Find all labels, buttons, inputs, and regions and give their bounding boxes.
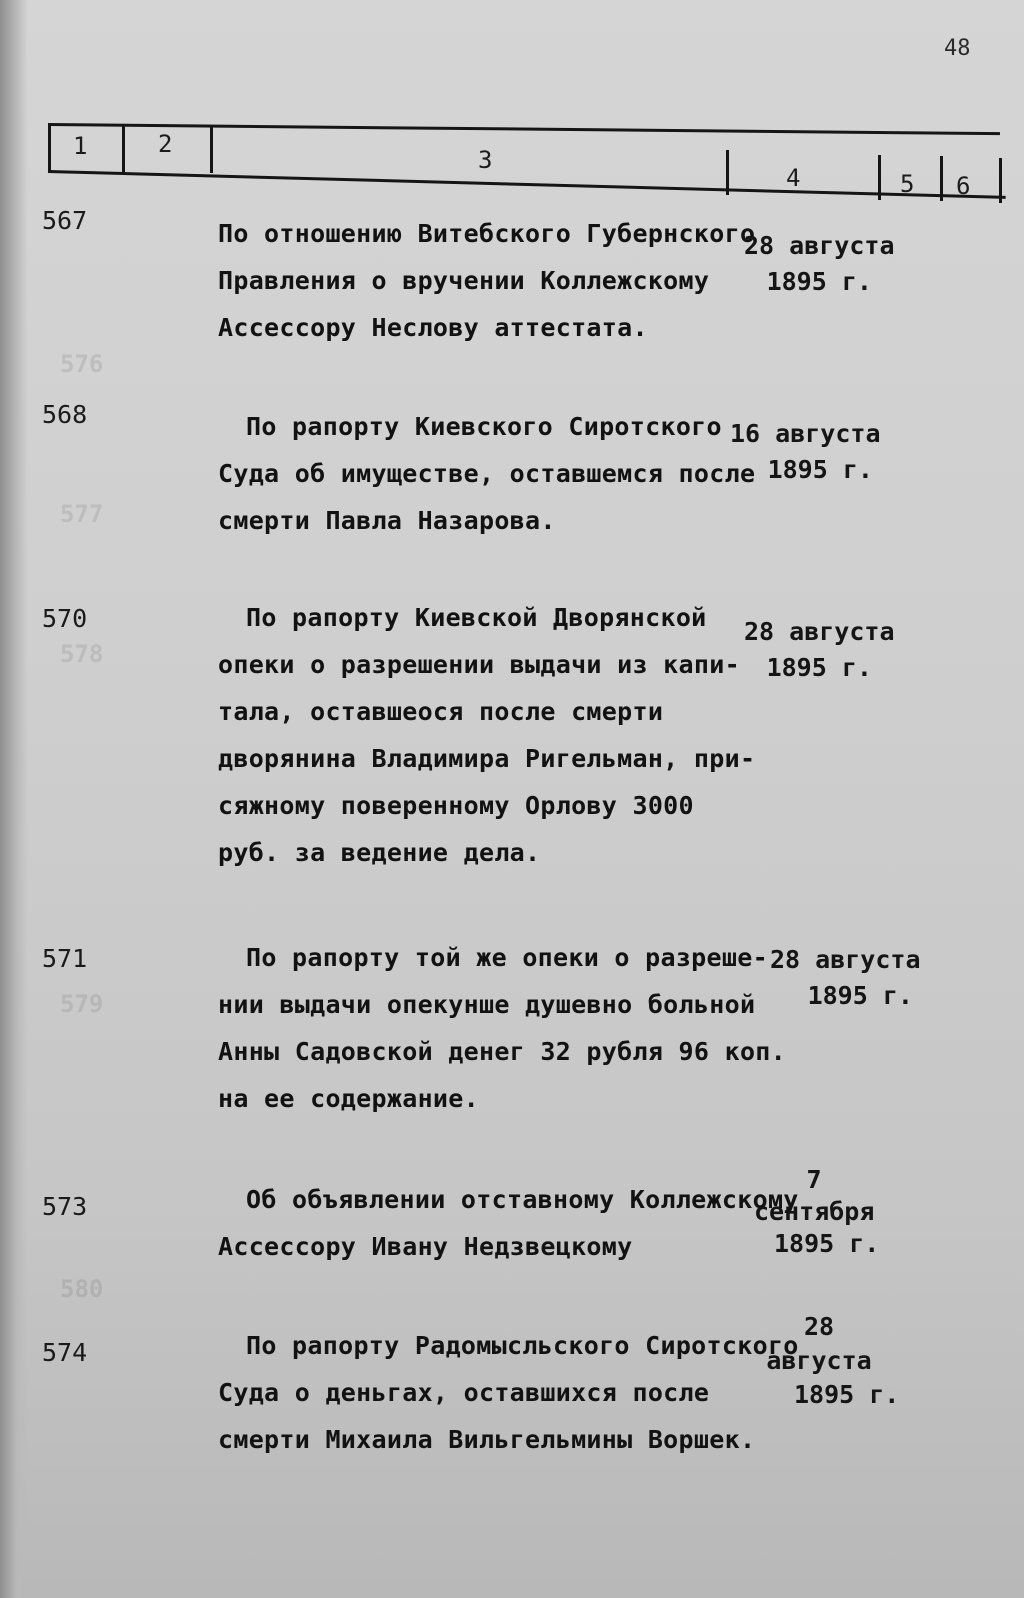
entry-line: Ассессору Ивану Недзвецкому xyxy=(218,1232,633,1261)
column-number: 6 xyxy=(956,172,971,200)
entry-number: 570 xyxy=(42,604,88,633)
date-line: августа xyxy=(766,1346,872,1375)
date-line: 1895 г. xyxy=(767,455,873,484)
entry-date xyxy=(744,228,895,300)
entry-number: 567 xyxy=(42,206,88,235)
column-number: 3 xyxy=(478,146,493,174)
entry-line: дворянина Владимира Ригельман, при- xyxy=(218,744,756,773)
entry-number: 574 xyxy=(42,1338,88,1367)
column-number: 2 xyxy=(158,130,173,158)
entry-description xyxy=(218,403,756,544)
show-through-text: 576 xyxy=(60,350,104,378)
date-line: 28 xyxy=(803,1312,835,1341)
entry-description xyxy=(218,210,756,351)
entry-line: сяжному поверенному Орлову 3000 xyxy=(218,791,694,820)
date-line: 28 августа xyxy=(744,617,895,646)
show-through-text: 578 xyxy=(60,640,104,668)
entry-line: нии выдачи опекунше душевно больной xyxy=(218,990,756,1019)
entry-description xyxy=(218,594,756,876)
date-line: 28 августа xyxy=(744,231,895,260)
page-number: 48 xyxy=(944,36,971,61)
column-number: 1 xyxy=(73,132,88,160)
date-line: 1895 г. xyxy=(766,653,872,682)
entry-date xyxy=(770,942,921,1014)
entry-number: 568 xyxy=(42,400,88,429)
entry-line: смерти Михаила Вильгельмины Воршек. xyxy=(218,1425,756,1454)
entry-line: тала, оставшеося после смерти xyxy=(218,697,664,726)
entry-date xyxy=(764,1310,900,1412)
entry-line: По отношению Витебского Губернского xyxy=(218,219,756,248)
entry-date xyxy=(730,416,881,488)
show-through-text: 577 xyxy=(60,500,104,528)
entry-line: По рапорту Киевской Дворянской xyxy=(246,603,707,632)
column-number: 5 xyxy=(900,170,915,198)
entry-line: Суда о деньгах, оставшихся после xyxy=(218,1378,710,1407)
date-line: 1895 г. xyxy=(794,1380,900,1409)
entry-line: По рапорту Радомысльского Сиротского xyxy=(246,1331,799,1360)
date-line: 1895 г. xyxy=(774,1229,880,1258)
date-line: 7 xyxy=(806,1165,822,1194)
show-through-text: 580 xyxy=(60,1275,104,1303)
entry-date xyxy=(754,1164,880,1260)
entry-line: Об объявлении отставному Коллежскому xyxy=(246,1185,799,1214)
column-header xyxy=(44,118,1022,218)
entry-description xyxy=(218,1176,799,1270)
entry-line: опеки о разрешении выдачи из капи- xyxy=(218,650,740,679)
entry-date xyxy=(744,614,895,686)
date-line: 16 августа xyxy=(730,419,881,448)
entry-line: смерти Павла Назарова. xyxy=(218,506,556,535)
date-line: 1895 г. xyxy=(807,981,913,1010)
show-through-text: 579 xyxy=(60,990,104,1018)
date-line: 28 августа xyxy=(770,945,921,974)
entry-line: Анны Садовской денег 32 рубля 96 коп. xyxy=(218,1037,786,1066)
column-number: 4 xyxy=(786,164,801,192)
entry-description xyxy=(218,1322,799,1463)
entry-number: 571 xyxy=(42,944,88,973)
entry-number: 573 xyxy=(42,1192,88,1221)
entry-line: Правления о вручении Коллежскому xyxy=(218,266,710,295)
entry-line: Суда об имуществе, оставшемся после xyxy=(218,459,756,488)
entry-line: По рапорту Киевского Сиротского xyxy=(246,412,722,441)
entry-line: Ассессору Неслову аттестата. xyxy=(218,313,648,342)
entry-line: на ее содержание. xyxy=(218,1084,479,1113)
date-line: 1895 г. xyxy=(766,267,872,296)
entry-line: руб. за ведение дела. xyxy=(218,838,541,867)
date-line: сентября xyxy=(754,1197,875,1226)
entry-line: По рапорту той же опеки о разреше- xyxy=(246,943,768,972)
entry-description xyxy=(218,934,786,1122)
